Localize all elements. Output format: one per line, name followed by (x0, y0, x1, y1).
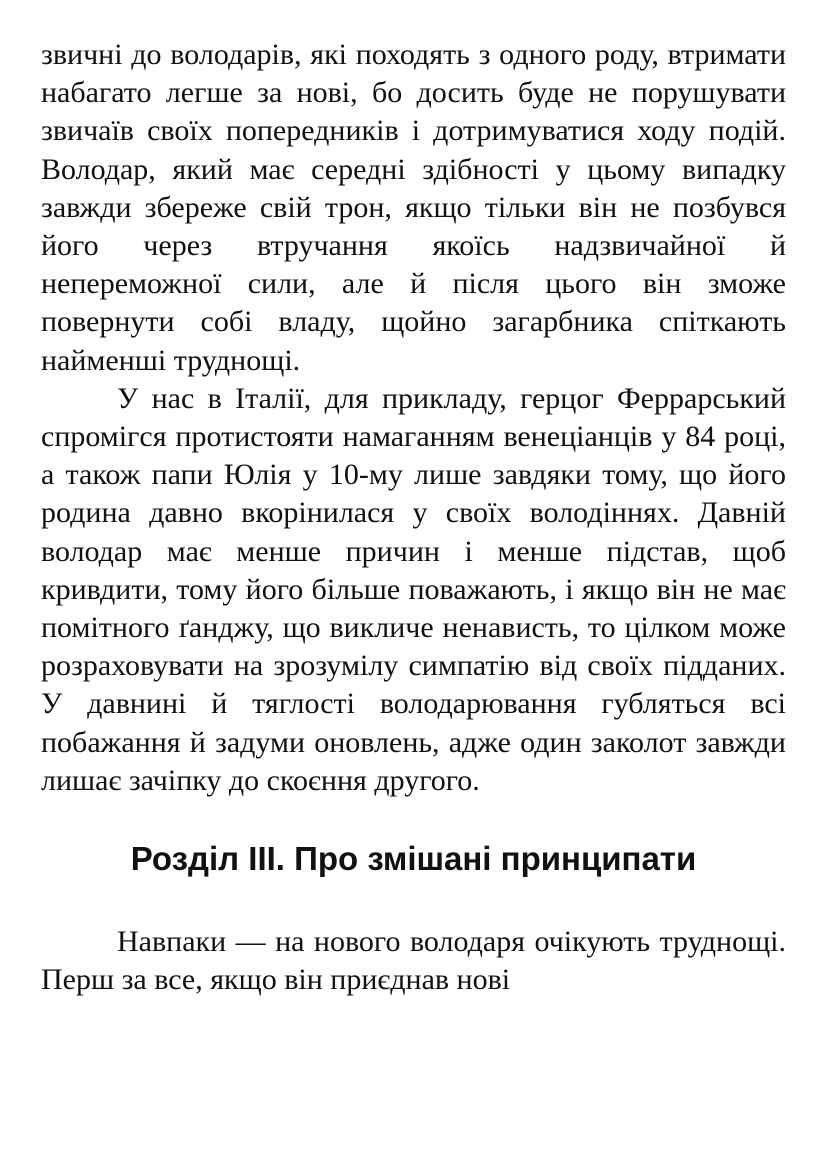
paragraph-3: Навпаки — на нового володаря очікують труднощі. Перш за все, якщо він приєднав нові (41, 925, 786, 997)
paragraph-1: звичні до володарів, які походять з одного роду, втримати набагато легше за нові, бо досить буде не порушувати звичаїв своїх попередників і дотримуватися ходу подій. Володар, який має середні здібності у цьому випадку завжди збереже свій трон, якщо тільки він не позбувся його через втручання якоїсь надзвичайної й непереможної сили, але й після цього він зможе повернути собі владу, щойно загарбника спіткають найменші труднощі. (41, 38, 786, 377)
section-heading: Розділ III. Про змішані принципати (130, 840, 697, 878)
paragraph-2: У нас в Італії, для прикладу, герцог Феррарський спромігся протистояти намаганням венеціанців у 84 році, а також папи Юлія у 10-му лише завдяки тому, що його родина давно вкорінилася у своїх володіннях. Давній володар має менше причин і менше підстав, щоб кривдити, тому його більше поважають, і якщо він не має помітного ґанджу, що викличе ненависть, то цілком може розраховувати на зрозумілу симпатію від своїх підданих. У давнині й тяглості володарювання губляться всі побажання й задуми оновлень, адже один заколот завжди лишає зачіпку до скоєння другого. (41, 381, 786, 797)
document-page (41, 36, 786, 999)
